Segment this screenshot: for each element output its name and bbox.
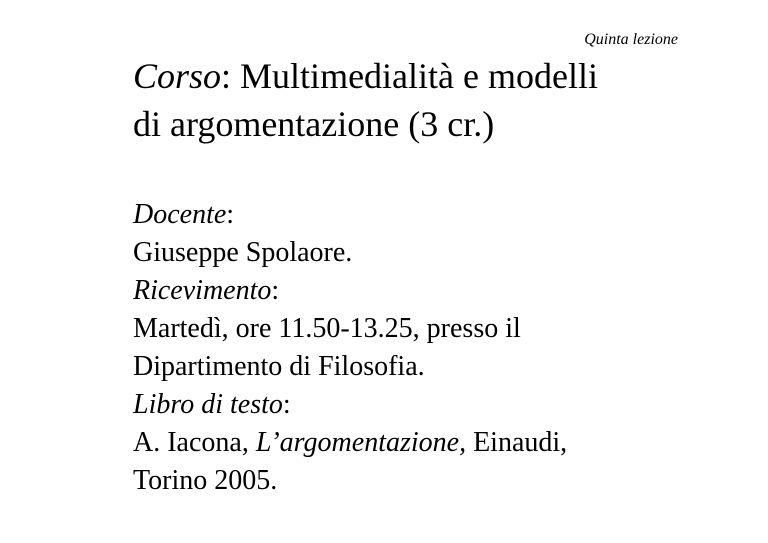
textbook-heading: [133, 386, 733, 424]
course-name-part-2: di argomentazione (3 cr.): [133, 104, 495, 144]
office-hours-place: Dipartimento di Filosofia.: [133, 351, 425, 382]
textbook-author: A. Iacona,: [133, 427, 256, 458]
teacher-heading: [133, 196, 733, 234]
lesson-header: [584, 30, 678, 50]
course-label: Corso: [133, 56, 222, 96]
textbook-title: L’argomentazione,: [255, 427, 467, 458]
course-title-line-1: [133, 52, 733, 100]
teacher-name: Giuseppe Spolaore.: [133, 237, 353, 268]
course-name-part-1: Multimedialità e modelli: [240, 56, 598, 96]
course-separator: :: [221, 56, 241, 96]
office-hours-heading: [133, 272, 733, 310]
teacher-colon: :: [226, 199, 235, 230]
textbook-citation: [133, 424, 733, 462]
office-hours-colon: :: [271, 275, 280, 306]
course-title: [133, 52, 733, 148]
office-hours-label: Ricevimento: [133, 275, 272, 306]
office-hours-time: Martedì, ore 11.50-13.25, presso il: [133, 313, 521, 344]
teacher-label: Docente: [133, 199, 227, 230]
textbook-colon: :: [282, 389, 291, 420]
textbook-publisher: Einaudi,: [466, 427, 568, 458]
textbook-label: Libro di testo: [133, 389, 283, 420]
course-details: [133, 196, 733, 500]
lesson-label: Quinta lezione: [584, 31, 678, 48]
textbook-place-year: Torino 2005.: [133, 465, 278, 496]
